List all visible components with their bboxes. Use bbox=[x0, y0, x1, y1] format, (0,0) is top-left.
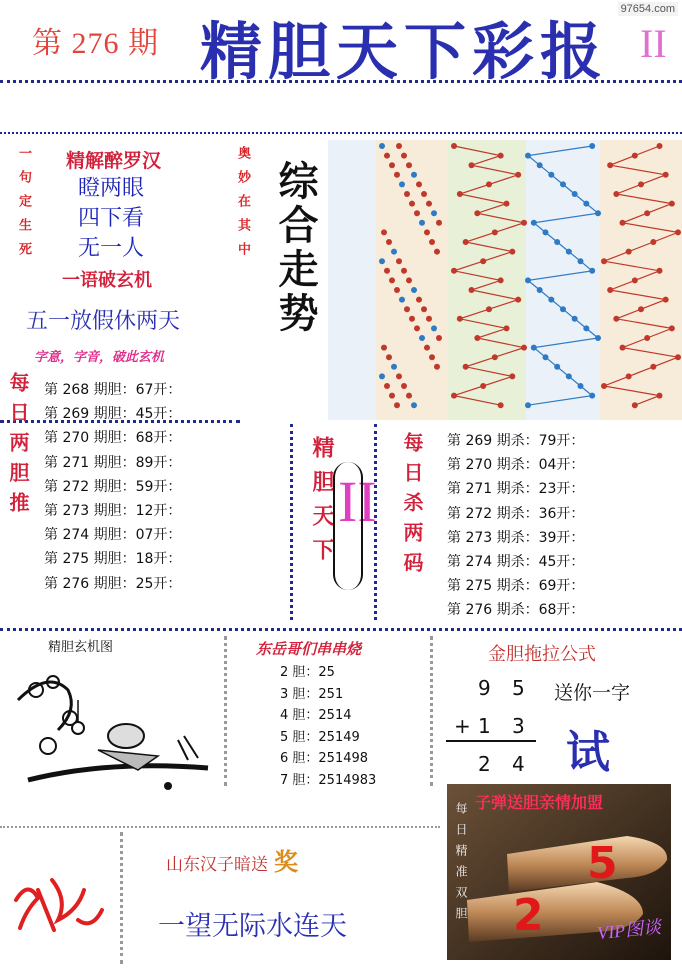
trend-dot bbox=[525, 402, 531, 408]
list-item: 第 273 期杀：39开： bbox=[447, 529, 585, 546]
bullet-number-1: 5 bbox=[587, 838, 618, 889]
xuanji-drawing bbox=[8, 660, 220, 810]
trend-dot bbox=[486, 181, 492, 187]
trend-dot bbox=[589, 143, 595, 149]
trend-dot bbox=[379, 143, 385, 149]
trend-dot bbox=[434, 364, 440, 370]
trend-dot bbox=[411, 172, 417, 178]
chain-title: 东岳哥们串串烧 bbox=[256, 640, 362, 658]
trend-dot bbox=[463, 364, 469, 370]
trend-dot bbox=[414, 210, 420, 216]
header-divider bbox=[0, 80, 682, 83]
trend-dot bbox=[426, 201, 432, 207]
trend-dot bbox=[613, 191, 619, 197]
trend-dot bbox=[396, 373, 402, 379]
trend-dot bbox=[406, 393, 412, 399]
bullet-number-2: 2 bbox=[513, 890, 544, 941]
trend-dot bbox=[578, 258, 584, 264]
trend-dot bbox=[509, 373, 515, 379]
trend-dot bbox=[521, 345, 527, 351]
trend-label: 综合走势 bbox=[272, 160, 318, 336]
daily-kill-list bbox=[447, 429, 584, 623]
trend-dot bbox=[572, 316, 578, 322]
trend-dot bbox=[480, 383, 486, 389]
trend-dot bbox=[548, 297, 554, 303]
list-item: 第 270 期杀：04开： bbox=[447, 457, 585, 474]
sender-text bbox=[166, 842, 298, 877]
trend-dot bbox=[595, 335, 601, 341]
trend-dot bbox=[424, 229, 430, 235]
top-divider bbox=[0, 132, 682, 134]
bottom-divider bbox=[0, 826, 440, 828]
riddle-line: 无一人 bbox=[78, 236, 145, 261]
list-item: 第 276 期杀：68开： bbox=[447, 602, 585, 619]
trend-dot bbox=[650, 239, 656, 245]
trend-dot bbox=[384, 383, 390, 389]
trend-dot bbox=[469, 162, 475, 168]
riddle-lines bbox=[78, 174, 144, 264]
trend-dot bbox=[626, 373, 632, 379]
daily-kill-label: 每日杀两码 bbox=[400, 432, 424, 582]
trend-dot bbox=[589, 268, 595, 274]
trend-dot bbox=[396, 258, 402, 264]
formula-gift: 送你一字 bbox=[554, 682, 631, 704]
trend-dot bbox=[404, 191, 410, 197]
list-item: 第 273 期胆：12开： bbox=[44, 503, 182, 520]
trend-chart-svg bbox=[328, 140, 682, 420]
pendant-icon bbox=[72, 722, 84, 734]
branch-stroke bbox=[18, 682, 71, 730]
trend-dot bbox=[411, 402, 417, 408]
trend-dot bbox=[416, 181, 422, 187]
formula-digit: 2 bbox=[478, 752, 491, 776]
trend-dot bbox=[406, 277, 412, 283]
trend-dot bbox=[419, 335, 425, 341]
riddle-answer: 五一放假休两天 bbox=[26, 309, 181, 334]
trend-dot bbox=[626, 249, 632, 255]
branch-stroke bbox=[28, 766, 208, 780]
trend-dot bbox=[675, 229, 681, 235]
trend-dot bbox=[525, 277, 531, 283]
trend-band bbox=[376, 140, 448, 420]
trend-dot bbox=[607, 162, 613, 168]
list-item: 第 275 期胆：18开： bbox=[44, 551, 182, 568]
trend-dot bbox=[381, 229, 387, 235]
list-item: 6 胆：251498 bbox=[280, 751, 369, 767]
trend-dot bbox=[644, 210, 650, 216]
trend-dot bbox=[515, 172, 521, 178]
trend-dot bbox=[451, 393, 457, 399]
page-title: 精胆天下彩报 bbox=[200, 15, 609, 88]
bullet-title: 子弹送胆亲情加盟 bbox=[475, 793, 604, 812]
trend-dot bbox=[451, 143, 457, 149]
trend-dot bbox=[560, 306, 566, 312]
trend-dot bbox=[404, 306, 410, 312]
trend-dot bbox=[389, 393, 395, 399]
trend-dot bbox=[560, 181, 566, 187]
trend-dot bbox=[669, 201, 675, 207]
award-char: 奖 bbox=[274, 848, 298, 876]
trend-dot bbox=[537, 162, 543, 168]
trend-dot bbox=[469, 287, 475, 293]
formula-digit: 9 bbox=[478, 676, 491, 700]
signature-stroke bbox=[16, 880, 102, 930]
handwritten-signature bbox=[8, 870, 108, 940]
trend-dot bbox=[537, 287, 543, 293]
trend-dot bbox=[463, 239, 469, 245]
sender-label: 山东汉子暗送 bbox=[166, 855, 268, 875]
seal-icon bbox=[164, 782, 172, 790]
badge-bracket bbox=[333, 462, 363, 590]
bullet-vertical: 每日精准双胆 bbox=[454, 802, 468, 928]
trend-dot bbox=[566, 249, 572, 255]
riddle-line: 瞪两眼 bbox=[78, 176, 145, 201]
trend-dot bbox=[525, 153, 531, 159]
trend-dot bbox=[601, 258, 607, 264]
trend-dot bbox=[531, 220, 537, 226]
trend-dot bbox=[457, 191, 463, 197]
blossom-icon bbox=[40, 738, 56, 754]
trend-dot bbox=[554, 364, 560, 370]
riddle-right-vertical: 奥妙在其中 bbox=[235, 146, 250, 266]
trend-dot bbox=[548, 172, 554, 178]
trend-dot bbox=[409, 316, 415, 322]
trend-dot bbox=[650, 364, 656, 370]
list-item: 5 胆：25149 bbox=[280, 729, 360, 745]
site-watermark: 97654.com bbox=[618, 2, 678, 16]
trend-dot bbox=[409, 201, 415, 207]
trend-dot bbox=[531, 345, 537, 351]
list-item: 第 274 期杀：45开： bbox=[447, 554, 585, 571]
xuanji-sketch bbox=[8, 660, 220, 810]
trend-dot bbox=[572, 191, 578, 197]
trend-dot bbox=[638, 306, 644, 312]
trend-dot bbox=[663, 172, 669, 178]
title-roman: II bbox=[640, 21, 667, 66]
list-item: 第 270 期胆：68开： bbox=[44, 430, 182, 447]
list-item: 第 274 期胆：07开： bbox=[44, 527, 182, 544]
formula-plus: + bbox=[454, 714, 471, 738]
trend-dot bbox=[657, 143, 663, 149]
trend-dot bbox=[429, 239, 435, 245]
riddle-left-vertical: 一句定生死 bbox=[16, 146, 31, 266]
formula-digit: 1 bbox=[478, 714, 491, 738]
riddle-line: 四下看 bbox=[78, 206, 145, 231]
chain-right-border bbox=[430, 636, 433, 786]
trend-dot bbox=[583, 201, 589, 207]
trend-dot bbox=[657, 393, 663, 399]
daily-dan-label: 每日两胆推 bbox=[6, 372, 30, 522]
trend-dot bbox=[379, 373, 385, 379]
trend-dot bbox=[474, 210, 480, 216]
trend-chart bbox=[328, 140, 682, 420]
badge-left-border bbox=[290, 424, 293, 620]
trend-dot bbox=[401, 268, 407, 274]
trend-dot bbox=[399, 297, 405, 303]
trend-dot bbox=[578, 383, 584, 389]
trend-dot bbox=[613, 316, 619, 322]
trend-dot bbox=[620, 345, 626, 351]
list-item: 第 268 期胆：67开： bbox=[44, 382, 182, 398]
trend-dot bbox=[607, 287, 613, 293]
list-item: 第 269 期杀：79开： bbox=[447, 433, 585, 449]
trend-dot bbox=[480, 258, 486, 264]
trend-dot bbox=[509, 249, 515, 255]
trend-dot bbox=[389, 277, 395, 283]
trend-dot bbox=[414, 325, 420, 331]
trend-dot bbox=[431, 210, 437, 216]
list-item: 第 272 期胆：59开： bbox=[44, 478, 182, 495]
lower-divider bbox=[0, 628, 682, 631]
trend-dot bbox=[386, 239, 392, 245]
trend-dot bbox=[601, 383, 607, 389]
trend-dot bbox=[543, 354, 549, 360]
riddle-subheading: 一语破玄机 bbox=[62, 270, 152, 291]
formula-digit: 4 bbox=[512, 752, 525, 776]
list-item: 7 胆：2514983 bbox=[280, 772, 377, 788]
formula-char: 试 bbox=[566, 727, 610, 778]
trend-dot bbox=[401, 383, 407, 389]
trend-dot bbox=[421, 306, 427, 312]
trend-dot bbox=[498, 153, 504, 159]
trend-dot bbox=[554, 239, 560, 245]
trend-dot bbox=[429, 354, 435, 360]
trend-dot bbox=[644, 335, 650, 341]
trend-dot bbox=[391, 249, 397, 255]
trend-dot bbox=[379, 258, 385, 264]
formula-title: 金胆拖拉公式 bbox=[488, 644, 596, 665]
trend-dot bbox=[434, 249, 440, 255]
issue-number: 第 276 期 bbox=[32, 27, 159, 60]
bullet-mark: VIP图谈 bbox=[596, 916, 662, 944]
trend-dot bbox=[657, 268, 663, 274]
chain-left-border bbox=[224, 636, 227, 786]
trend-dot bbox=[394, 402, 400, 408]
list-item: 2 胆：25 bbox=[280, 665, 335, 680]
formula-digit: 5 bbox=[512, 676, 525, 700]
trend-dot bbox=[638, 181, 644, 187]
trend-dot bbox=[406, 162, 412, 168]
trend-dot bbox=[451, 268, 457, 274]
trend-dot bbox=[515, 297, 521, 303]
riddle-hint: 字意，字音，破此玄机 bbox=[34, 350, 165, 365]
trend-dot bbox=[426, 316, 432, 322]
bottom-phrase: 一望无际水连天 bbox=[158, 911, 347, 942]
trend-dot bbox=[424, 345, 430, 351]
bullet-ad bbox=[447, 784, 671, 960]
trend-dot bbox=[492, 354, 498, 360]
center-badge-roman: II bbox=[338, 469, 377, 534]
trend-dot bbox=[457, 316, 463, 322]
trend-dot bbox=[595, 210, 601, 216]
trend-dot bbox=[396, 143, 402, 149]
bottom-left-border bbox=[120, 832, 123, 964]
center-badge-text: 精胆天下 bbox=[309, 436, 334, 572]
trend-dot bbox=[401, 153, 407, 159]
badge-right-border bbox=[374, 424, 377, 620]
trend-dot bbox=[620, 220, 626, 226]
trend-dot bbox=[566, 373, 572, 379]
trend-dot bbox=[486, 306, 492, 312]
trend-dot bbox=[632, 402, 638, 408]
trend-dot bbox=[632, 277, 638, 283]
trend-dot bbox=[436, 335, 442, 341]
list-item: 第 271 期胆：89开： bbox=[44, 454, 182, 471]
trend-dot bbox=[419, 220, 425, 226]
list-item: 第 276 期胆：25开： bbox=[44, 575, 182, 592]
trend-dot bbox=[504, 325, 510, 331]
trend-dot bbox=[498, 402, 504, 408]
trend-dot bbox=[389, 162, 395, 168]
trend-dot bbox=[504, 201, 510, 207]
trend-dot bbox=[669, 325, 675, 331]
trend-dot bbox=[436, 220, 442, 226]
trend-dot bbox=[589, 393, 595, 399]
daily-dan-list bbox=[44, 378, 181, 596]
trend-dot bbox=[492, 229, 498, 235]
trend-dot bbox=[394, 287, 400, 293]
formula-rule bbox=[446, 740, 536, 742]
trend-dot bbox=[391, 364, 397, 370]
list-item: 第 275 期杀：69开： bbox=[447, 578, 585, 595]
trend-dot bbox=[474, 335, 480, 341]
list-item: 第 271 期杀：23开： bbox=[447, 481, 585, 498]
trend-dot bbox=[583, 325, 589, 331]
trend-dot bbox=[521, 220, 527, 226]
trend-dot bbox=[543, 229, 549, 235]
xuanji-title: 精胆玄机图 bbox=[48, 640, 114, 655]
frog-icon bbox=[108, 724, 144, 748]
trend-dot bbox=[663, 297, 669, 303]
trend-dot bbox=[384, 268, 390, 274]
chain-list bbox=[280, 662, 376, 792]
trend-dot bbox=[394, 172, 400, 178]
list-item: 4 胆：2514 bbox=[280, 708, 352, 724]
riddle-heading: 精解醉罗汉 bbox=[66, 150, 162, 172]
trend-dot bbox=[384, 153, 390, 159]
signature-svg bbox=[8, 870, 108, 940]
trend-dot bbox=[416, 297, 422, 303]
trend-dot bbox=[399, 181, 405, 187]
trend-dot bbox=[411, 287, 417, 293]
list-item: 第 272 期杀：36开： bbox=[447, 505, 585, 522]
trend-dot bbox=[381, 345, 387, 351]
list-item: 3 胆：251 bbox=[280, 686, 344, 702]
trend-dot bbox=[431, 325, 437, 331]
formula-digit: 3 bbox=[512, 714, 525, 738]
trend-dot bbox=[386, 354, 392, 360]
trend-dot bbox=[632, 153, 638, 159]
grass-stroke bbox=[178, 736, 198, 760]
trend-dot bbox=[675, 354, 681, 360]
trend-dot bbox=[421, 191, 427, 197]
list-item: 第 269 期胆：45开： bbox=[44, 406, 182, 423]
trend-dot bbox=[498, 277, 504, 283]
